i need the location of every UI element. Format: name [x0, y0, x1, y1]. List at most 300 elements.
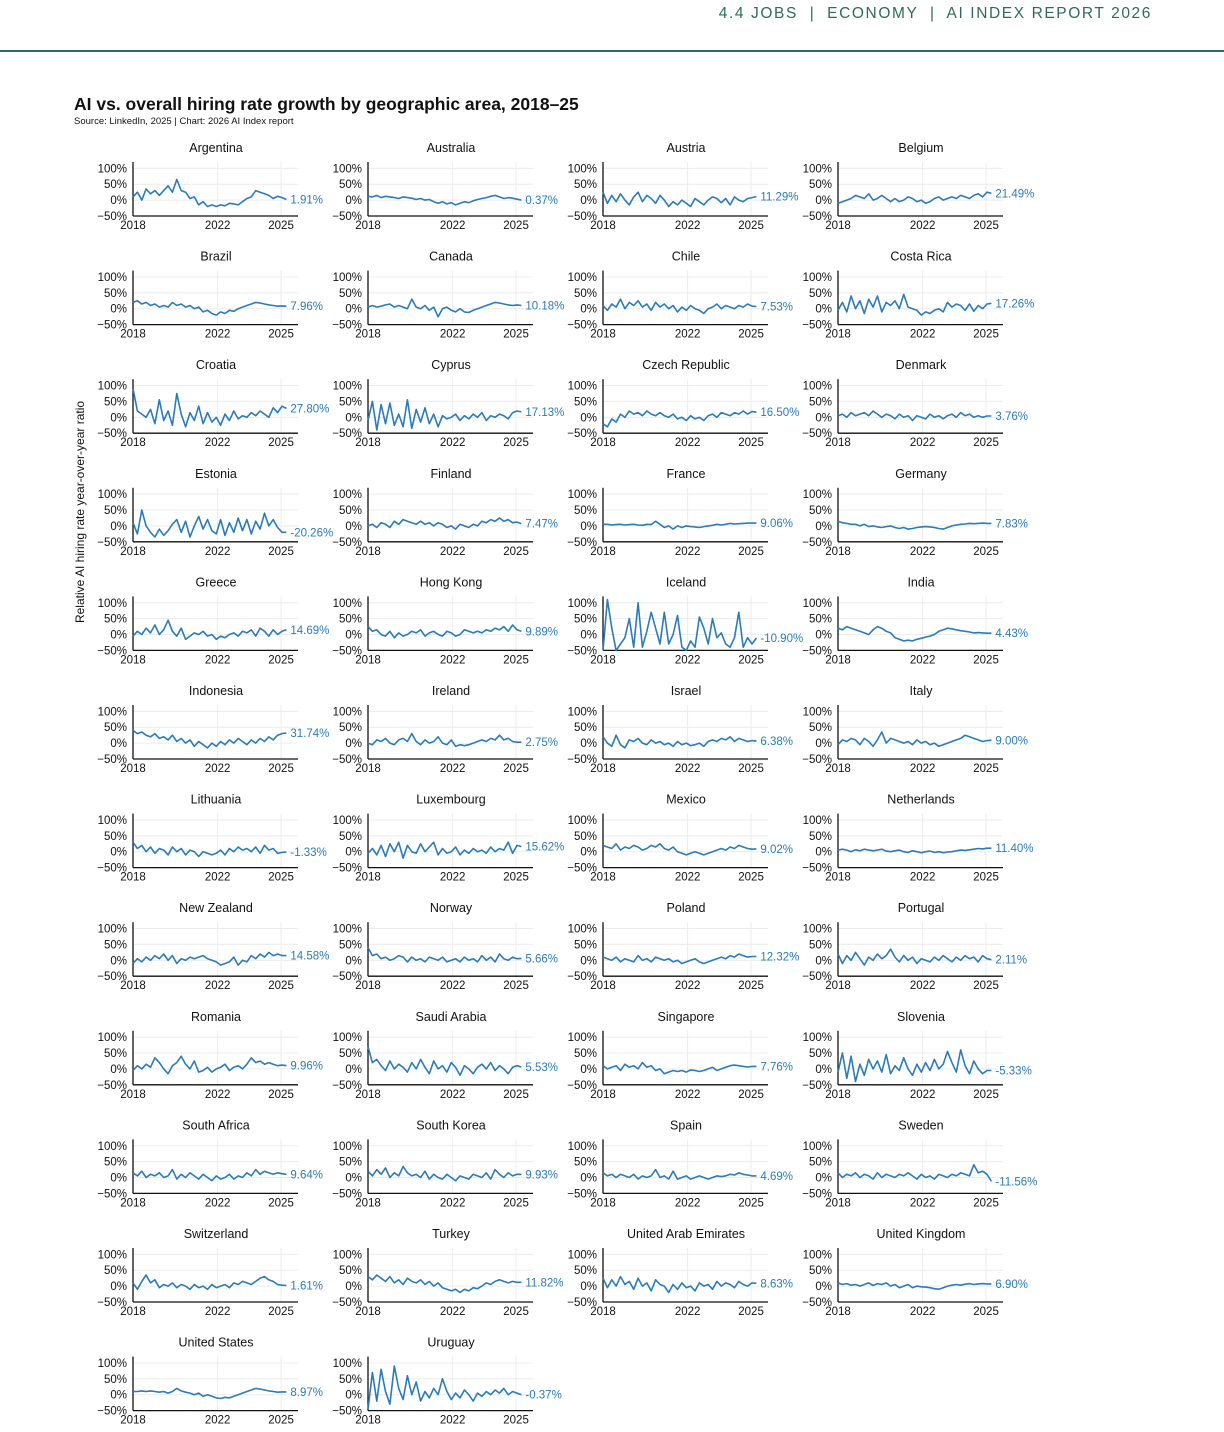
x-tick-label: 2025 — [503, 1414, 529, 1427]
x-tick-label: 2025 — [503, 763, 529, 775]
x-tick-label: 2018 — [355, 980, 381, 993]
y-tick-label: −50% — [97, 428, 127, 441]
x-tick-label: 2018 — [355, 871, 381, 884]
panel-title: Iceland — [665, 575, 707, 590]
panel — [332, 467, 558, 558]
y-tick-label: 50% — [103, 287, 127, 300]
x-tick-label: 2018 — [825, 1306, 851, 1318]
panel-title: Luxembourg — [416, 792, 486, 807]
series-line — [838, 732, 991, 746]
panel — [802, 575, 1028, 666]
y-tick-label: −50% — [332, 754, 362, 766]
end-value-label: 9.93% — [525, 1169, 558, 1182]
y-tick-label: 0% — [110, 846, 127, 859]
y-tick-label: −50% — [97, 319, 127, 332]
y-tick-label: 100% — [802, 1140, 832, 1153]
panel-title: Portugal — [897, 901, 945, 916]
y-tick-label: 0% — [815, 629, 832, 642]
x-tick-label: 2022 — [909, 871, 936, 884]
series-line — [368, 299, 521, 317]
chart-title: AI vs. overall hiring rate growth by geographic area, 2018–25 — [74, 94, 579, 114]
end-value-label: 11.29% — [760, 191, 799, 204]
y-tick-label: 100% — [332, 1249, 362, 1262]
x-tick-label: 2025 — [503, 545, 529, 558]
y-tick-label: −50% — [802, 428, 832, 441]
panel-title: Poland — [666, 901, 706, 916]
panel — [97, 793, 327, 884]
y-tick-label: 50% — [573, 1265, 597, 1278]
x-tick-label: 2018 — [825, 220, 851, 232]
y-tick-label: 100% — [97, 1140, 127, 1153]
panel — [567, 358, 799, 449]
panel-title: Hong Kong — [419, 575, 483, 590]
x-tick-label: 2025 — [268, 763, 294, 775]
panel-title: South Korea — [416, 1118, 486, 1133]
y-tick-label: 100% — [332, 923, 362, 936]
x-tick-label: 2025 — [738, 545, 764, 558]
x-tick-label: 2022 — [204, 654, 231, 667]
y-tick-label: 0% — [580, 1063, 597, 1076]
x-tick-label: 2018 — [120, 1197, 146, 1210]
x-tick-label: 2018 — [120, 980, 146, 993]
y-tick-label: 50% — [338, 505, 362, 518]
end-value-label: -5.33% — [995, 1065, 1032, 1078]
y-tick-label: 50% — [808, 1156, 832, 1169]
end-value-label: 17.13% — [525, 406, 565, 419]
y-tick-label: −50% — [97, 862, 127, 875]
end-value-label: 7.47% — [525, 518, 558, 531]
x-tick-label: 2022 — [909, 1088, 936, 1101]
y-tick-label: 50% — [573, 179, 597, 192]
x-tick-label: 2025 — [738, 1306, 764, 1318]
y-tick-label: 50% — [808, 613, 832, 626]
panel-title: Mexico — [666, 792, 706, 807]
y-tick-label: 0% — [580, 629, 597, 642]
panel-title: New Zealand — [179, 901, 253, 916]
panel-title: Denmark — [895, 358, 947, 373]
x-tick-label: 2025 — [738, 1088, 764, 1101]
x-tick-label: 2022 — [439, 545, 466, 558]
end-value-label: 8.97% — [290, 1386, 323, 1399]
panel — [97, 250, 323, 341]
y-tick-label: 0% — [580, 738, 597, 751]
x-tick-label: 2022 — [674, 763, 701, 775]
y-tick-label: 100% — [332, 1357, 362, 1370]
panel — [802, 250, 1034, 341]
y-tick-label: 100% — [332, 1032, 362, 1045]
panel-title: Australia — [426, 141, 476, 155]
x-tick-label: 2025 — [268, 328, 294, 341]
x-tick-label: 2025 — [973, 871, 999, 884]
y-tick-label: −50% — [802, 971, 832, 984]
series-line — [133, 1388, 286, 1398]
y-tick-label: 50% — [103, 939, 127, 952]
panel — [332, 358, 564, 449]
y-tick-label: −50% — [567, 1079, 597, 1092]
end-value-label: 4.69% — [760, 1170, 793, 1183]
panel-title: Ireland — [431, 684, 471, 698]
panel — [802, 141, 1034, 232]
x-tick-label: 2018 — [825, 545, 851, 558]
y-tick-label: 0% — [580, 412, 597, 425]
x-tick-label: 2025 — [973, 1306, 999, 1318]
y-tick-label: 0% — [580, 1172, 597, 1185]
y-tick-label: −50% — [332, 1188, 362, 1201]
series-line — [133, 1275, 286, 1289]
series-line — [603, 411, 756, 427]
y-tick-label: 0% — [580, 955, 597, 968]
series-line — [603, 735, 756, 748]
x-tick-label: 2018 — [825, 654, 851, 667]
panel-title: Canada — [429, 249, 473, 264]
panel-title: Croatia — [195, 358, 237, 373]
x-tick-label: 2022 — [439, 871, 466, 884]
end-value-label: 7.53% — [760, 301, 793, 314]
x-tick-label: 2022 — [909, 1197, 936, 1210]
panel-title: Czech Republic — [642, 358, 730, 373]
x-tick-label: 2022 — [674, 1088, 701, 1101]
y-tick-label: −50% — [567, 1297, 597, 1309]
end-value-label: -0.37% — [525, 1389, 562, 1402]
y-tick-label: 100% — [332, 597, 362, 610]
y-tick-label: 0% — [815, 412, 832, 425]
y-tick-label: 0% — [110, 520, 127, 533]
panel-title: Saudi Arabia — [415, 1009, 487, 1024]
x-tick-label: 2025 — [738, 328, 764, 341]
panel-title: Estonia — [195, 466, 237, 481]
y-tick-label: 100% — [567, 923, 597, 936]
panel — [802, 467, 1028, 558]
x-tick-label: 2018 — [355, 763, 381, 775]
y-tick-label: −50% — [567, 319, 597, 332]
y-tick-label: 0% — [345, 846, 362, 859]
x-tick-label: 2018 — [120, 328, 146, 341]
series-line — [603, 844, 756, 855]
end-value-label: 9.06% — [760, 518, 793, 531]
x-tick-label: 2025 — [268, 437, 294, 450]
panel — [332, 901, 558, 992]
x-tick-label: 2025 — [503, 1197, 529, 1210]
panel — [97, 1118, 323, 1209]
y-tick-label: −50% — [332, 971, 362, 984]
x-tick-label: 2025 — [503, 1088, 529, 1101]
x-tick-label: 2025 — [503, 437, 529, 450]
end-value-label: 12.32% — [760, 951, 800, 964]
x-tick-label: 2022 — [439, 220, 466, 232]
y-tick-label: 100% — [332, 380, 362, 393]
panel — [97, 1227, 323, 1318]
y-tick-label: 0% — [815, 1281, 832, 1294]
x-tick-label: 2022 — [909, 545, 936, 558]
x-tick-label: 2025 — [268, 1414, 294, 1427]
x-tick-label: 2018 — [825, 1088, 851, 1101]
x-tick-label: 2022 — [674, 328, 701, 341]
x-tick-label: 2022 — [909, 980, 936, 993]
y-tick-label: 50% — [103, 722, 127, 735]
x-tick-label: 2025 — [503, 220, 529, 232]
panel-title: Argentina — [189, 141, 243, 155]
series-line — [368, 400, 521, 430]
panel — [567, 250, 793, 341]
series-line — [133, 620, 286, 639]
x-tick-label: 2022 — [204, 437, 231, 450]
y-tick-label: 50% — [573, 1156, 597, 1169]
x-tick-label: 2025 — [738, 763, 764, 775]
x-tick-label: 2018 — [590, 1197, 616, 1210]
end-value-label: -1.33% — [290, 847, 327, 860]
panel — [802, 1227, 1028, 1318]
x-tick-label: 2018 — [120, 654, 146, 667]
end-value-label: 11.82% — [525, 1277, 564, 1290]
x-tick-label: 2018 — [590, 328, 616, 341]
series-line — [133, 1056, 286, 1074]
y-tick-label: 100% — [802, 1032, 832, 1045]
y-tick-label: 50% — [338, 830, 362, 843]
panel-title: Costa Rica — [890, 249, 952, 264]
x-tick-label: 2022 — [674, 437, 701, 450]
panel-title: Brazil — [200, 249, 232, 264]
y-tick-label: 0% — [345, 629, 362, 642]
y-tick-label: 0% — [110, 738, 127, 751]
x-tick-label: 2025 — [268, 654, 294, 667]
end-value-label: 14.69% — [290, 624, 330, 637]
y-tick-label: −50% — [802, 536, 832, 549]
x-tick-label: 2025 — [738, 980, 764, 993]
x-tick-label: 2018 — [355, 1306, 381, 1318]
y-tick-label: 100% — [332, 814, 362, 827]
y-tick-label: 50% — [103, 505, 127, 518]
panel — [567, 141, 798, 232]
y-tick-label: 100% — [97, 1032, 127, 1045]
panel — [567, 793, 793, 884]
y-tick-label: −50% — [97, 1188, 127, 1201]
y-tick-label: 0% — [110, 1389, 127, 1402]
y-tick-label: 0% — [110, 1281, 127, 1294]
x-tick-label: 2018 — [590, 1088, 616, 1101]
y-tick-label: 100% — [567, 1140, 597, 1153]
y-tick-label: −50% — [802, 211, 832, 223]
x-tick-label: 2022 — [204, 1306, 231, 1318]
panel — [97, 1336, 323, 1427]
y-tick-label: 50% — [573, 287, 597, 300]
y-tick-label: 0% — [110, 1063, 127, 1076]
end-value-label: 3.76% — [995, 411, 1028, 424]
series-line — [838, 627, 991, 641]
panel-title: Slovenia — [897, 1009, 945, 1024]
end-value-label: 0.37% — [525, 195, 558, 208]
x-tick-label: 2025 — [268, 220, 294, 232]
y-tick-label: 50% — [338, 179, 362, 192]
y-tick-label: −50% — [802, 1079, 832, 1092]
y-tick-label: 100% — [97, 706, 127, 719]
panel-title: Cyprus — [431, 358, 471, 373]
y-tick-label: 50% — [573, 722, 597, 735]
y-tick-label: 50% — [338, 396, 362, 409]
y-tick-label: 50% — [573, 1048, 597, 1061]
x-tick-label: 2025 — [268, 1197, 294, 1210]
x-tick-label: 2025 — [973, 328, 999, 341]
x-tick-label: 2025 — [268, 980, 294, 993]
x-tick-label: 2022 — [439, 328, 466, 341]
y-tick-label: −50% — [97, 536, 127, 549]
x-tick-label: 2018 — [590, 437, 616, 450]
panel-title: Norway — [429, 901, 473, 916]
panel — [332, 793, 564, 884]
y-tick-label: 100% — [97, 163, 127, 176]
panel — [97, 141, 323, 232]
y-tick-label: −50% — [332, 428, 362, 441]
panel — [332, 250, 564, 341]
panel-title: Spain — [670, 1118, 702, 1133]
y-tick-label: 0% — [345, 955, 362, 968]
series-line — [603, 192, 756, 206]
x-tick-label: 2025 — [973, 220, 999, 232]
panel — [332, 1010, 558, 1101]
y-tick-label: 0% — [345, 412, 362, 425]
y-tick-label: 50% — [338, 939, 362, 952]
end-value-label: 6.90% — [995, 1278, 1028, 1291]
end-value-label: 21.49% — [995, 188, 1035, 201]
y-tick-label: −50% — [802, 1297, 832, 1309]
y-tick-label: −50% — [802, 319, 832, 332]
y-tick-label: 50% — [808, 722, 832, 735]
x-tick-label: 2022 — [439, 654, 466, 667]
panel — [567, 1010, 793, 1101]
panel — [567, 575, 803, 666]
y-tick-label: 100% — [97, 271, 127, 284]
y-tick-label: 100% — [802, 380, 832, 393]
panel — [802, 1118, 1037, 1209]
y-tick-label: −50% — [567, 211, 597, 223]
series-line — [133, 952, 286, 965]
y-tick-label: 50% — [103, 1048, 127, 1061]
y-tick-label: 50% — [808, 1048, 832, 1061]
y-tick-label: 50% — [338, 1048, 362, 1061]
y-tick-label: 50% — [103, 1265, 127, 1278]
x-tick-label: 2025 — [738, 437, 764, 450]
x-tick-label: 2018 — [120, 1088, 146, 1101]
panel — [802, 1010, 1032, 1101]
y-tick-label: 100% — [567, 489, 597, 502]
series-line — [838, 411, 991, 421]
x-tick-label: 2022 — [674, 1306, 701, 1318]
y-tick-label: 100% — [802, 1249, 832, 1262]
end-value-label: 1.61% — [290, 1280, 323, 1293]
series-line — [603, 299, 756, 313]
x-tick-label: 2018 — [120, 1414, 146, 1427]
y-tick-label: 50% — [573, 613, 597, 626]
panel-title: Singapore — [657, 1009, 715, 1024]
x-tick-label: 2018 — [120, 871, 146, 884]
x-tick-label: 2022 — [674, 654, 701, 667]
x-tick-label: 2018 — [590, 654, 616, 667]
x-tick-label: 2022 — [439, 980, 466, 993]
y-tick-label: 50% — [808, 287, 832, 300]
x-tick-label: 2018 — [355, 328, 381, 341]
y-tick-label: 0% — [815, 303, 832, 316]
y-tick-label: 100% — [567, 706, 597, 719]
panel-title: Belgium — [898, 141, 944, 155]
series-line — [368, 948, 521, 962]
end-value-label: 5.66% — [525, 953, 558, 966]
x-tick-label: 2022 — [674, 871, 701, 884]
series-line — [603, 1277, 756, 1293]
y-tick-label: 0% — [815, 1172, 832, 1185]
end-value-label: 1.91% — [290, 194, 323, 207]
series-line — [838, 1165, 991, 1182]
x-tick-label: 2022 — [909, 220, 936, 232]
y-tick-label: −50% — [567, 971, 597, 984]
panel — [332, 1227, 563, 1318]
end-value-label: 10.18% — [525, 300, 565, 313]
y-tick-label: 50% — [103, 613, 127, 626]
panel-title: Indonesia — [188, 684, 244, 698]
y-tick-label: −50% — [567, 536, 597, 549]
panel-title: Romania — [190, 1009, 242, 1024]
y-tick-label: −50% — [802, 754, 832, 766]
end-value-label: -11.56% — [995, 1176, 1038, 1189]
end-value-label: 16.50% — [760, 407, 800, 420]
x-tick-label: 2022 — [674, 545, 701, 558]
y-tick-label: −50% — [97, 645, 127, 658]
y-tick-label: 0% — [815, 520, 832, 533]
x-tick-label: 2025 — [738, 1197, 764, 1210]
x-tick-label: 2018 — [825, 980, 851, 993]
y-tick-label: 100% — [567, 597, 597, 610]
y-tick-label: 100% — [97, 1357, 127, 1370]
y-tick-label: 100% — [332, 163, 362, 176]
y-tick-label: −50% — [802, 862, 832, 875]
panel-title: Sweden — [898, 1118, 944, 1133]
panel — [567, 1118, 793, 1209]
panel — [97, 467, 333, 558]
x-tick-label: 2018 — [355, 220, 381, 232]
series-line — [368, 1366, 521, 1409]
x-tick-label: 2025 — [973, 980, 999, 993]
series-line — [603, 1063, 756, 1074]
y-tick-label: 100% — [97, 489, 127, 502]
y-tick-label: 100% — [802, 923, 832, 936]
x-tick-label: 2018 — [355, 654, 381, 667]
y-tick-label: 100% — [97, 814, 127, 827]
y-tick-label: 50% — [808, 830, 832, 843]
x-tick-label: 2018 — [355, 437, 381, 450]
y-tick-label: 0% — [815, 846, 832, 859]
panel-title: Turkey — [432, 1227, 470, 1241]
x-tick-label: 2018 — [825, 763, 851, 775]
end-value-label: 5.53% — [525, 1062, 558, 1075]
end-value-label: 9.02% — [760, 843, 793, 856]
y-tick-label: 100% — [567, 1249, 597, 1262]
series-line — [838, 1050, 991, 1082]
series-line — [133, 389, 286, 427]
end-value-label: -10.90% — [760, 633, 804, 646]
y-tick-label: 100% — [567, 380, 597, 393]
y-tick-label: 100% — [97, 1249, 127, 1262]
end-value-label: 31.74% — [290, 727, 330, 740]
y-tick-label: −50% — [97, 1297, 127, 1309]
x-tick-label: 2022 — [439, 1306, 466, 1318]
y-tick-label: −50% — [332, 211, 362, 223]
y-tick-label: −50% — [332, 645, 362, 658]
x-tick-label: 2022 — [204, 871, 231, 884]
y-tick-label: 100% — [802, 597, 832, 610]
y-tick-label: 100% — [97, 923, 127, 936]
end-value-label: 11.40% — [995, 843, 1034, 856]
series-line — [838, 192, 991, 203]
y-tick-label: 0% — [580, 846, 597, 859]
y-tick-label: 50% — [338, 1373, 362, 1386]
